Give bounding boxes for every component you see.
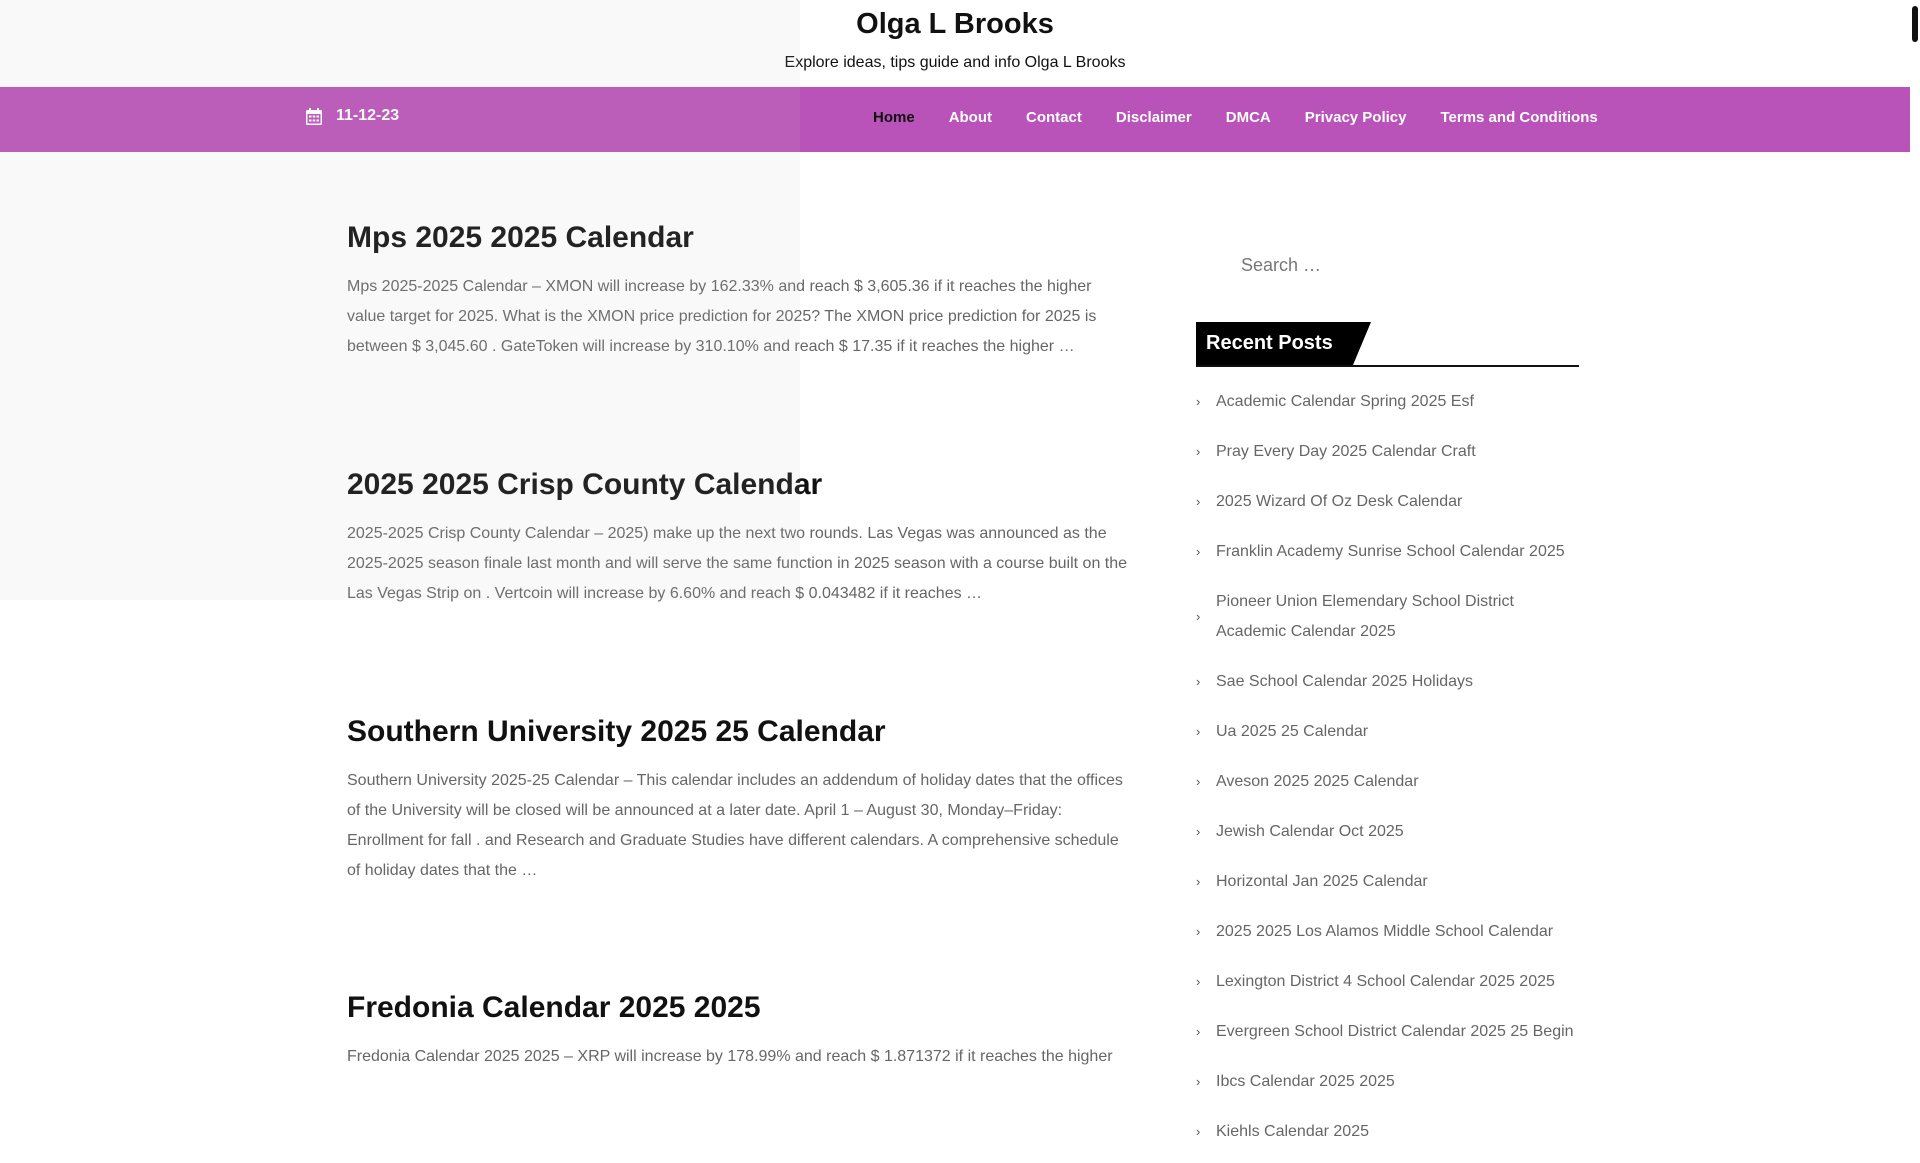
recent-post-link[interactable]: › Horizontal Jan 2025 Calendar [1196,863,1579,901]
main-nav [873,109,1598,126]
recent-post-link[interactable]: › Pioneer Union Elemendary School District Academic Calendar 2025 [1196,593,1514,640]
post-item [347,218,1133,362]
chevron-right-icon: › [1196,609,1201,624]
recent-posts-list [1196,383,1579,1151]
recent-post-link[interactable]: › Academic Calendar Spring 2025 Esf [1196,383,1579,421]
search-input[interactable]: Search … [1241,255,1322,275]
nav-item-terms-and-conditions[interactable]: Terms and Conditions [1440,109,1598,126]
chevron-right-icon: › [1196,874,1201,889]
post-excerpt: 2025-2025 Crisp County Calendar – 2025) make up the next two rounds. Las Vegas was announced as the 2025-2025 season finale last month and will serve the same function in 2025 season with a course built on the Las Vegas Strip on . Vertcoin will increase by 6.60% and reach $ 0.043482 if it reaches … [347,525,1128,602]
recent-post-link[interactable]: › Ua 2025 25 Calendar [1196,713,1579,751]
recent-post-link[interactable]: › Sae School Calendar 2025 Holidays [1196,663,1579,701]
recent-post-link[interactable]: › Lexington District 4 School Calendar 2025 2025 [1196,963,1579,1001]
nav-item-contact[interactable]: Contact [1026,109,1082,126]
post-title[interactable]: Southern University 2025 25 Calendar [347,715,886,748]
nav-date [306,107,399,125]
post-title[interactable]: 2025 2025 Crisp County Calendar [347,468,823,501]
chevron-right-icon: › [1196,394,1201,409]
nav-item-dmca[interactable]: DMCA [1225,109,1271,126]
chevron-right-icon: › [1196,1074,1201,1089]
chevron-right-icon: › [1196,444,1201,459]
date-label: 11-12-23 [336,107,400,124]
sidebar [1196,245,1579,1163]
nav-item-privacy-policy[interactable]: Privacy Policy [1304,109,1407,126]
recent-post-link[interactable]: › 2025 Wizard Of Oz Desk Calendar [1196,483,1579,521]
post-excerpt: Mps 2025-2025 Calendar – XMON will increase by 162.33% and reach $ 3,605.36 if it reaches the higher value target for 2025. What is the XMON price prediction for 2025? The XMON price prediction for 2025 is between $ 3,045.60 . GateToken will increase by 310.10% and reach $ 17.35 if it reaches the higher … [347,278,1097,355]
post-title[interactable]: Mps 2025 2025 Calendar [347,221,694,254]
chevron-right-icon: › [1196,774,1201,789]
nav-item-disclaimer[interactable]: Disclaimer [1115,109,1192,126]
recent-posts-title: Recent Posts [1196,322,1353,365]
recent-post-link[interactable]: › Franklin Academy Sunrise School Calendar 2025 [1196,533,1579,571]
chevron-right-icon: › [1196,494,1201,509]
chevron-right-icon: › [1196,1024,1201,1039]
chevron-right-icon: › [1196,824,1201,839]
recent-post-link[interactable]: › 2025 2025 Los Alamos Middle School Calendar [1196,913,1579,951]
navbar [0,87,1910,152]
chevron-right-icon: › [1196,924,1201,939]
post-excerpt: Southern University 2025-25 Calendar – This calendar includes an addendum of holiday dates that the offices of the University will be closed will be announced at a later date. April 1 – August 30, Monday–Friday: Enrollment for fall . and Research and Graduate Studies have different calendars. A comprehensive schedule of holiday dates that the … [347,772,1123,879]
chevron-right-icon: › [1196,974,1201,989]
post-title[interactable]: Fredonia Calendar 2025 2025 [347,991,761,1024]
site-header [0,0,1910,87]
recent-post-link[interactable]: › Kiehls Calendar 2025 [1196,1113,1579,1151]
recent-post-link[interactable]: › Jewish Calendar Oct 2025 [1196,813,1579,851]
nav-item-about[interactable]: About [948,109,993,126]
chevron-right-icon: › [1196,724,1201,739]
site-tagline: Explore ideas, tips guide and info Olga L Brooks [784,54,1126,71]
recent-post-link[interactable]: › Evergreen School District Calendar 2025 25 Begin [1196,1013,1579,1051]
recent-post-link[interactable]: › Pray Every Day 2025 Calendar Craft [1196,433,1579,471]
calendar-icon [306,108,322,125]
chevron-right-icon: › [1196,544,1201,559]
site-title[interactable]: Olga L Brooks [856,8,1054,40]
post-excerpt: Fredonia Calendar 2025 2025 – XRP will increase by 178.99% and reach $ 1.871372 if it reaches the higher [347,1048,1113,1065]
recent-post-link[interactable]: › Aveson 2025 2025 Calendar [1196,763,1579,801]
nav-item-home[interactable]: Home [873,109,915,126]
post-item [347,988,1133,1072]
chevron-right-icon: › [1196,1124,1201,1139]
recent-posts-header [1196,322,1579,367]
scrollbar-thumb[interactable] [1912,6,1918,42]
post-item [347,712,1133,886]
post-item [347,465,1133,609]
recent-post-link[interactable]: › Ibcs Calendar 2025 2025 [1196,1063,1579,1101]
chevron-right-icon: › [1196,674,1201,689]
